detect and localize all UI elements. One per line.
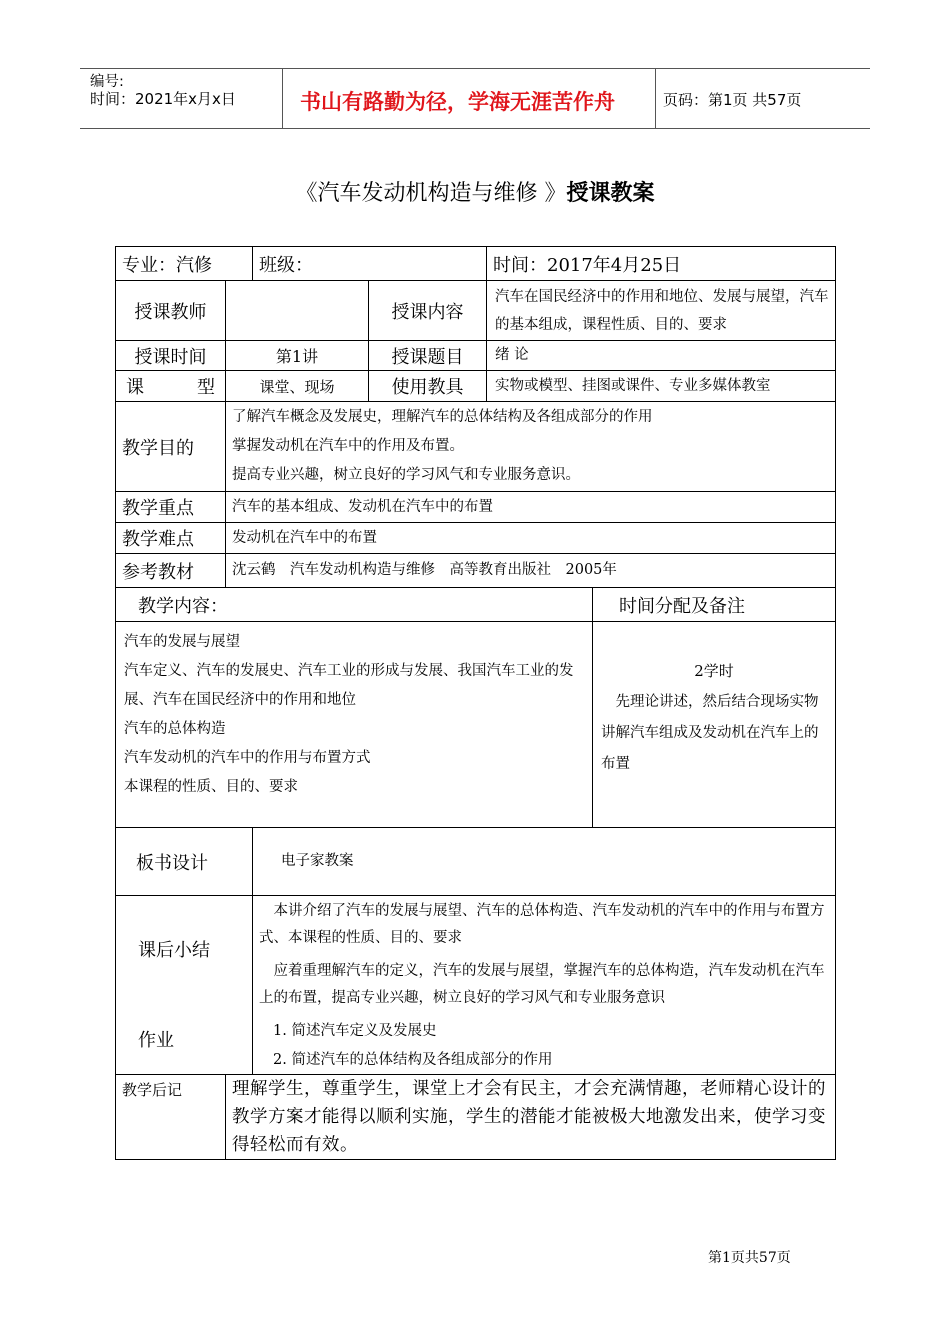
content-header: 教学内容：	[116, 588, 593, 622]
time-notes-cell	[593, 622, 836, 828]
summary-cell	[253, 896, 836, 1075]
summary-homework-labels	[116, 896, 253, 1075]
key-label: 教学重点	[116, 492, 226, 523]
goal-label: 教学目的	[116, 402, 226, 492]
header-divider-left	[282, 68, 283, 129]
homework-item: 1. 简述汽车定义及发展史	[273, 1023, 437, 1039]
lesson-plan-table	[115, 246, 836, 1160]
title-doc-type: 授课教案	[566, 181, 655, 206]
header-divider-right	[655, 68, 656, 129]
content-item: 汽车的总体构造	[124, 721, 226, 737]
board-value: 电子家教案	[253, 828, 836, 896]
type-label	[116, 371, 226, 402]
lesson-time-label: 授课时间	[116, 341, 226, 371]
lesson-time-value: 第1讲	[226, 341, 369, 371]
topic-value: 绪 论	[487, 341, 836, 371]
header-bottom-rule	[80, 128, 870, 129]
major-cell	[116, 247, 253, 281]
homework-label: 作业	[138, 1030, 174, 1051]
class-cell	[253, 247, 487, 281]
content-list	[116, 622, 593, 828]
summary-2: 应着重理解汽车的定义，汽车的发展与展望，掌握汽车的总体构造，汽车发动机在汽车上的布置，提高专业兴趣，树立良好的学习风气和专业服务意识	[259, 963, 825, 1006]
topic-label: 授课题目	[369, 341, 487, 371]
header-date: 时间：2021年x月x日	[90, 90, 236, 108]
class-label: 班级：	[259, 254, 313, 276]
header-top-rule	[80, 68, 870, 69]
type-label-1: 课	[126, 377, 144, 398]
homework-item: 2. 简述汽车的总体结构及各组成部分的作用	[273, 1052, 553, 1068]
key-value: 汽车的基本组成、发动机在汽车中的布置	[226, 492, 836, 523]
textbook-value: 沈云鹤 汽车发动机构造与维修 高等教育出版社 2005年	[226, 554, 836, 588]
hours: 2学时	[694, 662, 734, 680]
type-value: 课堂、现场	[226, 371, 369, 402]
header-page: 页码：第1页 共57页	[663, 91, 802, 109]
summary-1: 本讲介绍了汽车的发展与展望、汽车的总体构造、汽车发动机的汽车中的作用与布置方式、本课程的性质、目的、要求	[259, 903, 825, 946]
teacher-label: 授课教师	[116, 281, 226, 341]
header-motto: 书山有路勤为径，学海无涯苦作舟	[300, 90, 615, 114]
reflection-value: 理解学生，尊重学生，课堂上才会有民主，才会充满情趣，老师精心设计的教学方案才能得以顺利实施，学生的潜能才能被极大地激发出来，使学习变得轻松而有效。	[226, 1075, 836, 1160]
difficulty-value: 发动机在汽车中的布置	[226, 523, 836, 554]
content-item: 汽车定义、汽车的发展史、汽车工业的形成与发展、我国汽车工业的发展、汽车在国民经济中的作用和地位	[124, 663, 574, 708]
teacher-value	[226, 281, 369, 341]
reflection-label: 教学后记	[116, 1075, 226, 1160]
header-number: 编号:	[90, 74, 124, 90]
difficulty-label: 教学难点	[116, 523, 226, 554]
goal-item: 提高专业兴趣，树立良好的学习风气和专业服务意识。	[232, 467, 580, 483]
board-label: 板书设计	[116, 828, 253, 896]
content-item: 汽车发动机的汽车中的作用与布置方式	[124, 750, 371, 766]
footer-page-number: 第1页共57页	[708, 1250, 791, 1266]
content-value: 汽车在国民经济中的作用和地位、发展与展望，汽车的基本组成，课程性质、目的、要求	[487, 281, 836, 341]
tools-value: 实物或模型、挂图或课件、专业多媒体教室	[487, 371, 836, 402]
tools-label: 使用教具	[369, 371, 487, 402]
page-title	[0, 176, 950, 207]
summary-label: 课后小结	[138, 940, 210, 961]
content-label: 授课内容	[369, 281, 487, 341]
title-course: 《汽车发动机构造与维修 》	[295, 181, 567, 206]
content-item: 汽车的发展与展望	[124, 634, 240, 650]
content-item: 本课程的性质、目的、要求	[124, 779, 298, 795]
time-cell	[487, 247, 836, 281]
goal-item: 了解汽车概念及发展史，理解汽车的总体结构及各组成部分的作用	[232, 409, 653, 425]
major: 专业：汽修	[122, 254, 212, 276]
notes: 先理论讲述，然后结合现场实物讲解汽车组成及发动机在汽车上的布置	[601, 694, 819, 772]
lesson-date: 时间：2017年4月25日	[493, 254, 682, 276]
goal-item: 掌握发动机在汽车中的作用及布置。	[232, 438, 464, 454]
time-notes-header: 时间分配及备注	[593, 588, 836, 622]
type-label-2: 型	[197, 377, 215, 398]
goal-cell	[226, 402, 836, 492]
textbook-label: 参考教材	[116, 554, 226, 588]
